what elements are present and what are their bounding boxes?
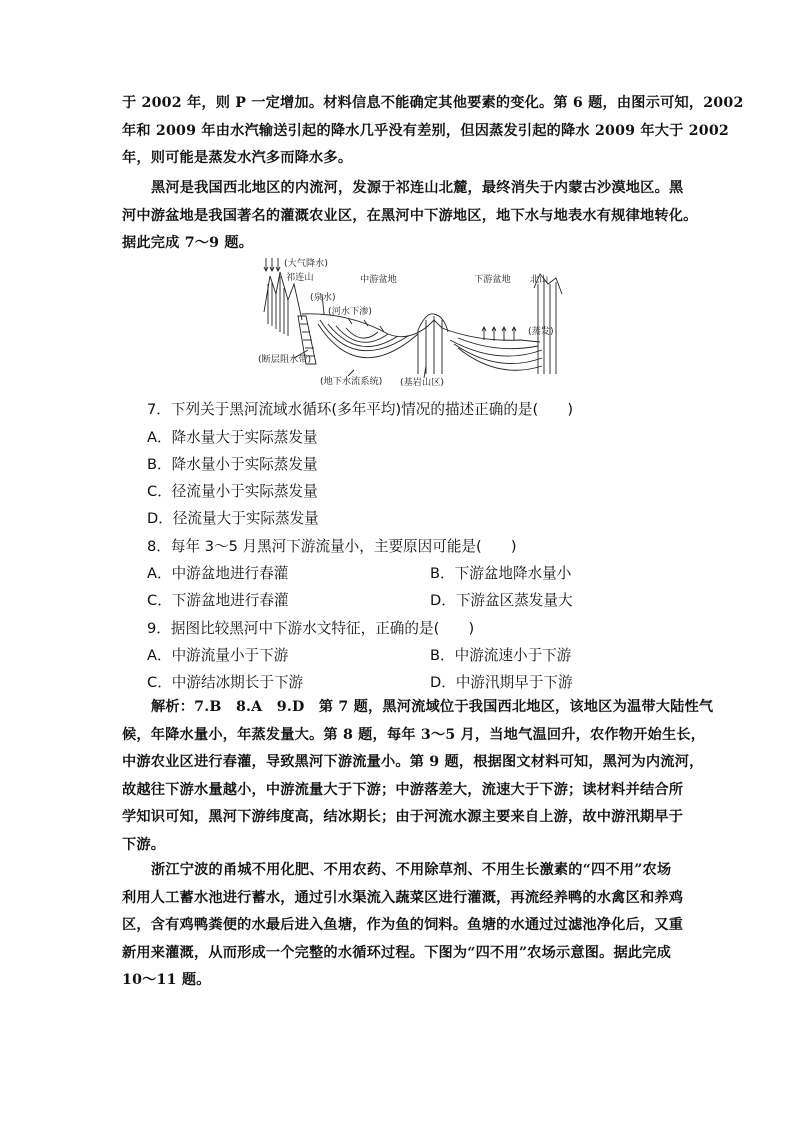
text-line: 候，年降水量小，年蒸发量大。第 8 题，每年 3～5 月，当地气温回升，农作物开始生长， — [122, 726, 706, 743]
question-7-option-a: A．降水量大于实际蒸发量 — [147, 429, 318, 446]
label-evap: (蒸发) — [528, 326, 554, 337]
label-spring: (泉水) — [310, 292, 336, 303]
question-7-option-d: D．径流量大于实际蒸发量 — [147, 510, 319, 527]
label-qilian: 祁连山 — [286, 272, 314, 283]
label-lower-basin: 下游盆地 — [474, 274, 511, 285]
text-line: 年，则可能是蒸发水汽多而降水多。 — [122, 150, 353, 166]
question-7-option-c: C．径流量小于实际蒸发量 — [147, 483, 318, 500]
label-river-seep: (河水下渗) — [328, 306, 372, 317]
question-8-option-b: B．下游盆地降水量小 — [430, 565, 572, 582]
intro-paragraph — [122, 90, 744, 173]
heihe-cross-section-diagram — [258, 254, 564, 388]
text-line: 黑河是我国西北地区的内流河，发源于祁连山北麓，最终消失于内蒙古沙漠地区。黑 — [151, 180, 684, 196]
passage-heihe — [122, 175, 698, 258]
label-gw-system: (地下水流系统) — [320, 376, 383, 387]
label-precip: (大气降水) — [284, 258, 328, 269]
label-bedrock: (基岩山区) — [400, 377, 444, 388]
question-7-option-b: B．降水量小于实际蒸发量 — [147, 456, 318, 473]
text-line: 河中游盆地是我国著名的灌溉农业区，在黑河中下游地区，地下水与地表水有规律地转化。 — [122, 207, 698, 224]
text-line: 利用人工蓄水池进行蓄水，通过引水渠流入蔬菜区进行灌溉，再流经养鸭的水禽区和养鸡 — [122, 889, 684, 906]
question-8-stem: 8．每年 3～5 月黑河下游流量小，主要原因可能是( ) — [147, 538, 517, 555]
question-8-option-c: C．下游盆地进行春灌 — [147, 592, 289, 609]
question-7-stem: 7．下列关于黑河流域水循环(多年平均)情况的描述正确的是( ) — [147, 401, 574, 418]
question-8-option-a: A．中游盆地进行春灌 — [147, 565, 289, 582]
text-line: 中游农业区进行春灌，导致黑河下游流量小。第 9 题，根据图文材料可知，黑河为内流河， — [122, 754, 704, 770]
text-line: 区，含有鸡鸭粪便的水最后进入鱼塘，作为鱼的饲料。鱼塘的水通过过滤池净化后，又重 — [122, 917, 684, 933]
diagram-svg — [258, 254, 564, 388]
question-9-option-d: D．中游汛期早于下游 — [430, 674, 573, 691]
text-line: 据此完成 7～9 题。 — [122, 235, 254, 251]
label-middle-basin: 中游盆地 — [360, 274, 397, 285]
label-beishan: 北山 — [530, 274, 549, 285]
text-line: 年和 2009 年由水汽输送引起的降水几乎没有差别，但因蒸发引起的降水 2009 年大于 2002 — [122, 122, 729, 139]
question-9-option-b: B．中游流速小于下游 — [430, 647, 572, 664]
text-line: 10～11 题。 — [122, 972, 211, 988]
question-9-option-c: C．中游结冰期长于下游 — [147, 674, 304, 691]
analysis-paragraph — [122, 694, 714, 859]
text-line: 浙江宁波的甬城不用化肥、不用农药、不用除草剂、不用生长激素的“四不用”农场 — [151, 862, 672, 878]
text-line: 故越往下游水量越小，中游流量大于下游；中游落差大，流速大于下游；读材料并结合所 — [122, 781, 684, 798]
text-line: 下游。 — [122, 836, 166, 853]
text-line: 于 2002 年，则 P 一定增加。材料信息不能确定其他要素的变化。第 6 题，由图示可知，2002 — [122, 95, 744, 111]
passage-farm — [122, 857, 682, 995]
text-line: 新用来灌溉，从而形成一个完整的水循环过程。下图为“四不用”农场示意图。据此完成 — [122, 944, 672, 961]
text-line: 解析：7.B 8.A 9.D 第 7 题，黑河流域位于我国西北地区，该地区为温带大陆性气 — [151, 699, 714, 715]
question-8-option-d: D．下游盆区蒸发量大 — [430, 592, 573, 609]
label-fault: (断层阻水带) — [258, 354, 312, 365]
text-line: 学知识可知，黑河下游纬度高，结冰期长；由于河流水源主要来自上游，故中游汛期早于 — [122, 809, 684, 825]
question-9-stem: 9．据图比较黑河中下游水文特征，正确的是( ) — [147, 620, 475, 637]
question-9-option-a: A．中游流量小于下游 — [147, 647, 289, 664]
